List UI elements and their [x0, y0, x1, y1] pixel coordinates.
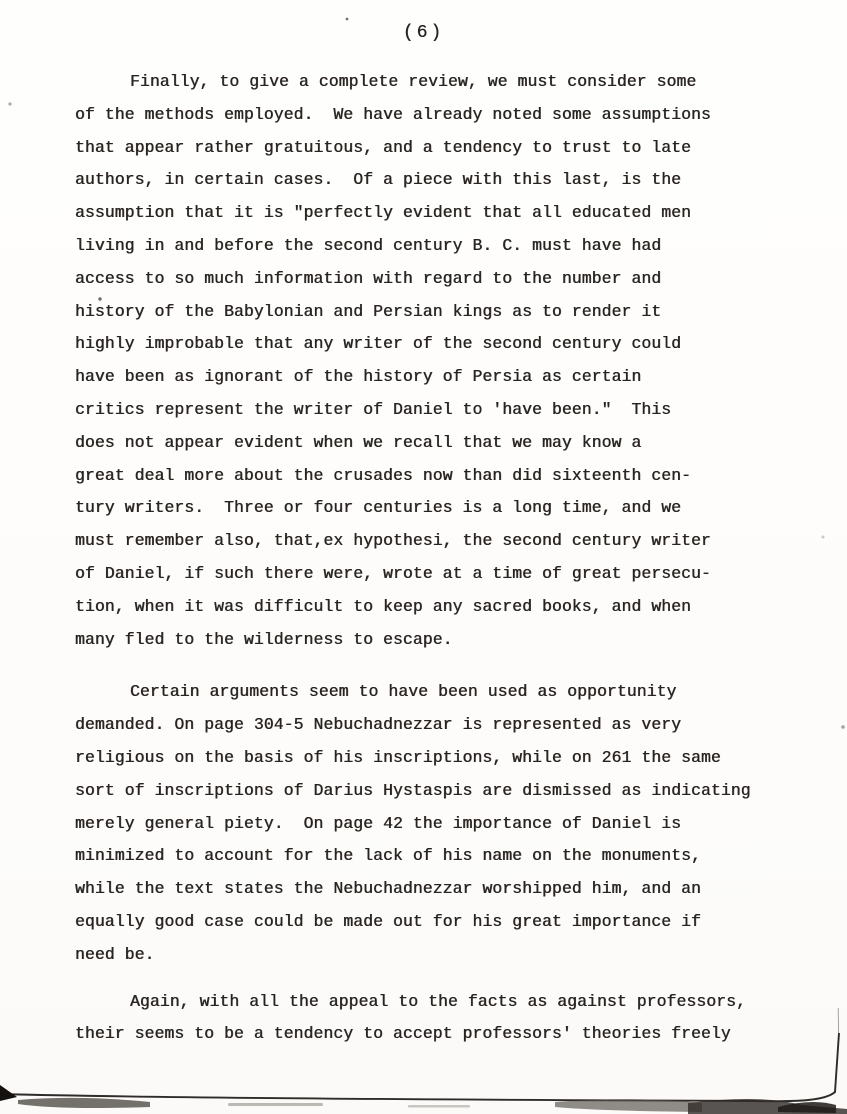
- text-line: sort of inscriptions of Darius Hystaspis are dismissed as indicating: [75, 780, 751, 800]
- text-line: minimized to account for the lack of his name on the monuments,: [75, 846, 701, 866]
- edge-smudge: [778, 1102, 836, 1113]
- text-line: have been as ignorant of the history of Persia as certain: [75, 367, 642, 387]
- edge-smudge: [228, 1103, 323, 1106]
- text-line: equally good case could be made out for his great importance if: [75, 911, 701, 931]
- text-line: while the text states the Nebuchadnezzar worshipped him, and an: [75, 879, 701, 899]
- text-line: highly improbable that any writer of the second century could: [75, 334, 682, 354]
- scan-speck: [8, 102, 11, 105]
- scan-speck: [841, 725, 845, 729]
- text-line: merely general piety. On page 42 the importance of Daniel is: [75, 813, 682, 833]
- page-number: (6): [402, 23, 445, 43]
- document-body: [75, 66, 787, 1051]
- text-line: demanded. On page 304-5 Nebuchadnezzar is represented as very: [75, 715, 682, 735]
- text-line: religious on the basis of his inscriptions, while on 261 the same: [75, 747, 721, 767]
- text-line: access to so much information with regard to the number and: [75, 268, 662, 288]
- text-line: Again, with all the appeal to the facts as against professors,: [130, 991, 747, 1011]
- text-line: Finally, to give a complete review, we must consider some: [130, 72, 697, 91]
- page-left-corner: [0, 1085, 17, 1101]
- edge-smudge: [408, 1105, 470, 1108]
- text-line: of the methods employed. We have already noted some assumptions: [75, 104, 711, 124]
- scan-speck: [822, 536, 825, 539]
- text-line: their seems to be a tendency to accept professors' theories freely: [75, 1024, 731, 1044]
- text-line: tury writers. Three or four centuries is a long time, and we: [75, 498, 682, 518]
- text-line: authors, in certain cases. Of a piece with this last, is the: [75, 170, 682, 190]
- text-line: great deal more about the crusades now than did sixteenth cen-: [75, 465, 692, 485]
- text-line: living in and before the second century B. C. must have had: [75, 235, 662, 255]
- edge-smudge: [555, 1099, 702, 1112]
- text-line: history of the Babylonian and Persian kings as to render it: [75, 301, 662, 321]
- edge-smudge: [688, 1099, 847, 1114]
- scan-speck: [346, 18, 349, 21]
- text-line: Certain arguments seem to have been used as opportunity: [130, 682, 677, 702]
- text-line: tion, when it was difficult to keep any sacred books, and when: [75, 596, 692, 616]
- text-line: does not appear evident when we recall that we may know a: [75, 432, 642, 452]
- text-line: of Daniel, if such there were, wrote at a time of great persecu-: [75, 563, 711, 583]
- text-line: must remember also, that,ex hypothesi, the second century writer: [75, 531, 711, 551]
- paragraph-methods: [75, 66, 787, 656]
- paragraph-professors: [75, 986, 787, 1052]
- text-line: need be.: [75, 944, 155, 964]
- text-line: that appear rather gratuitous, and a tendency to trust to late: [75, 137, 692, 157]
- text-line: many fled to the wilderness to escape.: [75, 629, 453, 649]
- text-line: critics represent the writer of Daniel to 'have been." This: [75, 399, 672, 419]
- paragraph-arguments: [75, 676, 787, 971]
- edge-smudge: [18, 1098, 150, 1108]
- text-line: assumption that it is "perfectly evident that all educated men: [75, 203, 692, 223]
